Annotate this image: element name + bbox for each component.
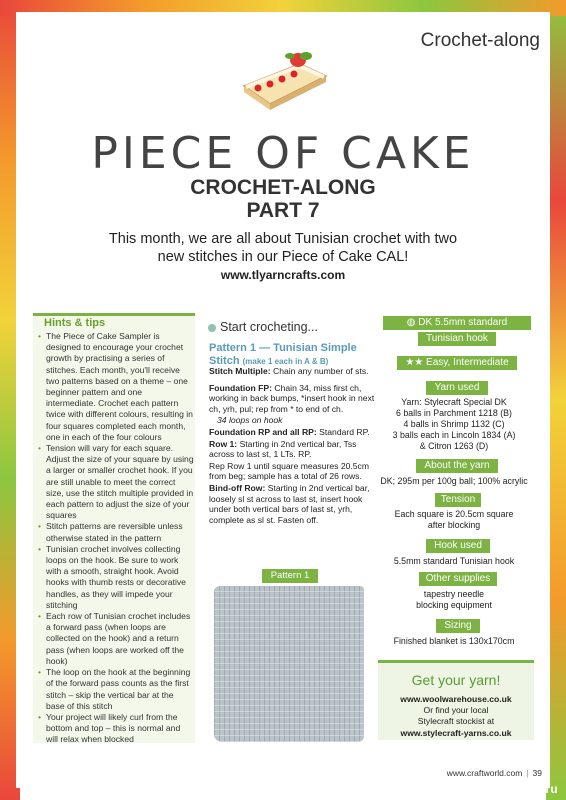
fp-text: Chain 34, miss first ch, working in back bumps, *insert hook in next ch, yrh, pul; rep from * to end of ch. [209,382,375,414]
yarn-used-list: Yarn: Stylecraft Special DK 6 balls in Parchment 1218 (B) 4 balls in Shrimp 1132 (C) 3 balls each in Lincoln 1834 (A) & Citron 1263 (D) [392,397,516,451]
fp-note: 34 loops on hook [217,415,283,426]
footer-site[interactable]: www.craftworld.com [446,768,523,778]
yarn-weight-icon: ◍ [406,317,419,328]
woolwarehouse-link[interactable]: www.woolwarehouse.co.uk [400,694,512,704]
bind-label: Bind-off Row: [209,482,266,493]
subtitle-line2: PART 7 [246,199,320,222]
difficulty-bar: ★★ Easy, Intermediate [397,356,517,370]
multiple-text: Chain any number of sts. [272,366,369,376]
subtitle-line1: CROCHET-ALONG [190,176,376,199]
crochet-swatch-photo [214,586,364,742]
supplies-head: Other supplies [419,572,497,586]
hints-title: Hints & tips [44,317,106,329]
weight-hook-bar: ◍ DK 5.5mm standard [383,316,531,330]
page-subtitle [0,176,566,222]
pattern-title-note: (make 1 each in A & B) [242,356,329,366]
about-yarn-head: About the yarn [416,459,498,473]
sizing-head: Sizing [436,619,480,633]
pattern-photo-label: Pattern 1 [262,569,318,583]
rp-label: Foundation RP and all RP: [209,426,317,437]
section-tag: Crochet-along [420,30,540,51]
start-text: Start crocheting... [220,320,318,334]
sizing-text: Finished blanket is 130x170cm [393,636,515,646]
bullet-icon [208,324,216,332]
hint-item: • Tension will vary for each square. Adjust the size of your square by using a larger or smaller crochet hook. If you are still unable to meet the correct size, use the stitch multiple provided in each pattern to adjust the size of your squares [38,443,194,521]
page-title: PIECE OF CAKE [91,128,475,179]
yarn-used-head: Yarn used [426,381,488,395]
hints-list [38,331,194,746]
hook-used-text: 5.5mm standard Tunisian hook [393,556,515,566]
hint-item: • The loop on the hook at the beginning of the forward pass counts as the first stitch – skip the vertical bar at the base of this stitch [38,667,194,712]
multiple-label: Stitch Multiple: [209,366,271,376]
hint-item: • The Piece of Cake Sampler is designed to encourage your crochet growth by practising a series of stitches. Each month, you'll receive two patterns based on a theme – one beginner pattern and one intermediate. Crochet each pattern twice with different colours, resulting in four squares completed each month, one in each of the four colours [38,331,194,443]
footer-separator: | [526,768,529,778]
watermark: PassionForum.ru [454,782,558,796]
page-footer [447,768,542,778]
hook-type-bar: Tunisian hook [418,332,496,346]
website-link[interactable]: www.tlyarncrafts.com [220,268,346,282]
rp-text: Standard RP. [319,426,370,437]
hook-used-head: Hook used [426,539,490,553]
pattern-instructions [209,366,375,526]
hint-item: • Tunisian crochet involves collecting loops on the hook. Be sure to work with a smooth, straight hook. Avoid hooks with thumb rests or decorative handles, as they will impede your stitching [38,544,194,611]
hint-item: • Your project will likely curl from the bottom and top – this is normal and will relax when blocked [38,712,194,746]
page-number: 39 [532,768,542,778]
row1-text: Starting in 2nd vertical bar, Tss across to last st, 1 LTs. RP. [209,438,357,460]
start-heading [208,320,318,334]
intro-text: This month, we are all about Tunisian crochet with two new stitches in our Piece of Cake CAL! [108,231,458,265]
bind-text: Starting in 2nd vertical bar, loosely sl st across to last st, insert hook under both vertical bars of last st, yrh, complete as sl st. Fasten off. [209,482,370,525]
about-yarn-text: DK; 295m per 100g ball; 100% acrylic [380,476,528,486]
hint-item: • Stitch patterns are reversible unless otherwise stated in the pattern [38,521,194,543]
stylecraft-link[interactable]: www.stylecraft-yarns.co.uk [400,727,512,738]
tension-head: Tension [435,493,481,507]
row1-label: Row 1: [209,438,238,449]
get-yarn-lines: www.woolwarehouse.co.uk Or find your local Stylecraft stockist at www.stylecraft-yarns.co.uk [400,694,512,738]
cake-slice-icon [240,46,330,112]
hint-item: • Each row of Tunisian crochet includes a forward pass (when loops are collected on the hook) and a return pass (when loops are worked off the hook) [38,611,194,667]
tension-text: Each square is 20.5cm square after blocking [394,509,514,530]
get-yarn-head: Get your yarn! [411,672,501,688]
pattern-title-text: Pattern 1 — Tunisian Simple Stitch [209,342,357,367]
pattern-title [209,342,369,368]
rep-text: Rep Row 1 until square measures 20.5cm from beg; sample has a total of 26 rows. [209,460,370,482]
fp-label: Foundation FP: [209,382,273,393]
supplies-text: tapestry needle blocking equipment [416,589,492,610]
